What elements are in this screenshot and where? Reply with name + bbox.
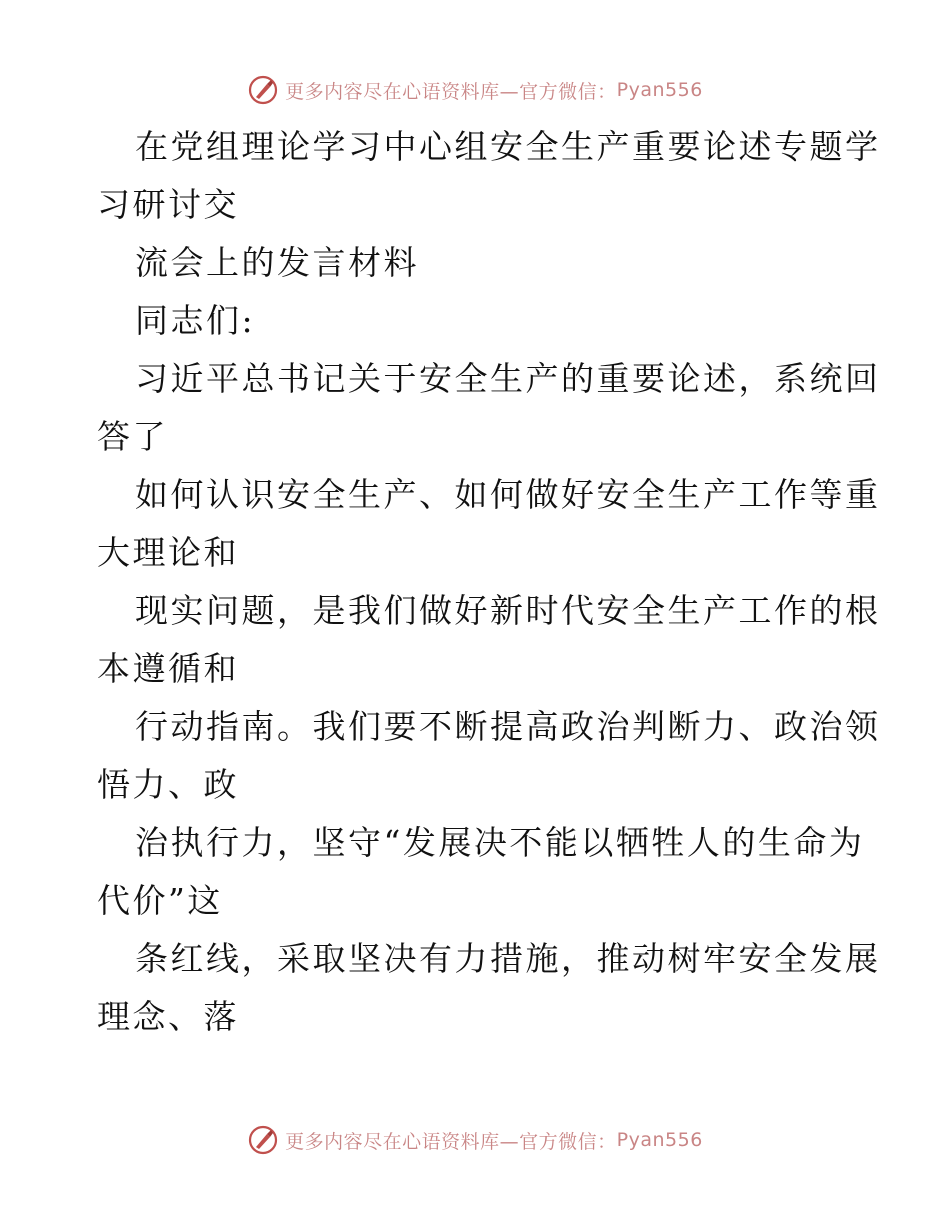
- document-body: [97, 118, 881, 1046]
- watermark-wechat-id: Pyan556: [616, 79, 703, 101]
- pen-circle-logo-icon: [247, 1124, 279, 1156]
- text-line: 同志们:: [135, 301, 256, 340]
- text-line: 本遵循和: [97, 649, 239, 688]
- text-line: 治执行力，坚守“发展决不能以牺牲人的生命为: [135, 823, 865, 862]
- text-line: 流会上的发言材料: [135, 243, 419, 282]
- text-line: 行动指南。我们要不断提高政治判断力、政治领: [135, 707, 881, 746]
- watermark-text: 更多内容尽在心语资料库—官方微信：: [285, 80, 617, 103]
- text-line: 理念、落: [97, 997, 239, 1036]
- footer-watermark: [0, 1120, 950, 1160]
- watermark-text: 更多内容尽在心语资料库—官方微信：: [285, 1130, 617, 1153]
- text-line: 悟力、政: [97, 765, 239, 804]
- text-line: 如何认识安全生产、如何做好安全生产工作等重: [135, 475, 881, 514]
- text-line: 条红线，采取坚决有力措施，推动树牢安全发展: [135, 939, 881, 978]
- text-line: 习研讨交: [97, 185, 239, 224]
- pen-circle-logo-icon: [247, 74, 279, 106]
- text-line: 答了: [97, 417, 168, 456]
- text-line: 在党组理论学习中心组安全生产重要论述专题学: [135, 127, 881, 166]
- header-watermark: [0, 70, 950, 110]
- text-line: 大理论和: [97, 533, 239, 572]
- text-line: 代价”这: [97, 881, 223, 920]
- watermark-wechat-id: Pyan556: [616, 1129, 703, 1151]
- text-line: 现实问题，是我们做好新时代安全生产工作的根: [135, 591, 881, 630]
- text-line: 习近平总书记关于安全生产的重要论述，系统回: [135, 359, 881, 398]
